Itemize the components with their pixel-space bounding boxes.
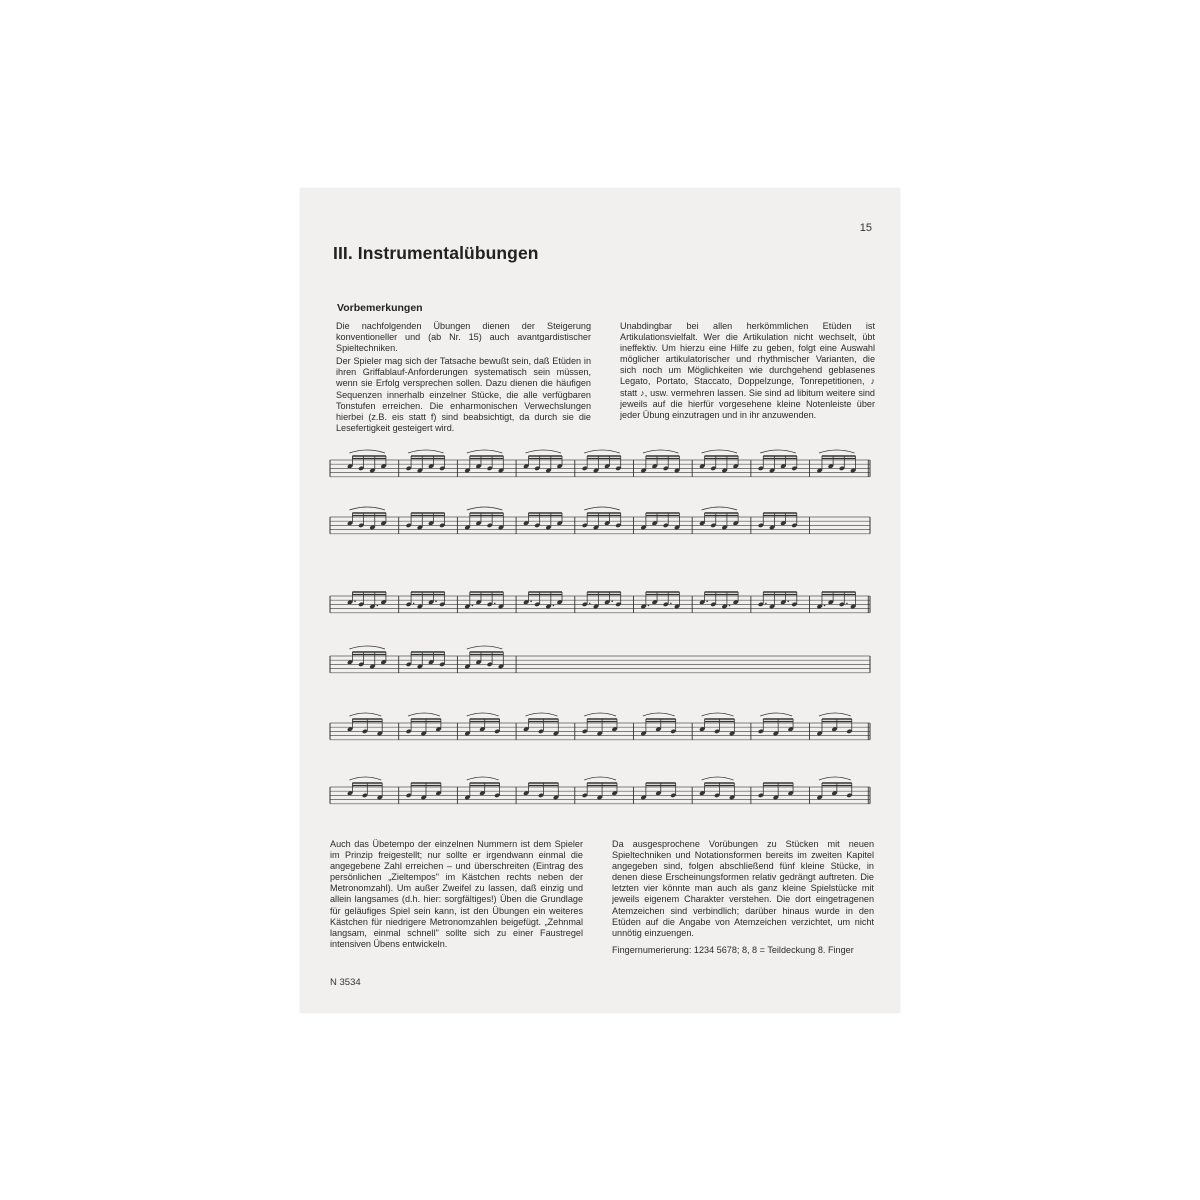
intro-right-column bbox=[620, 321, 875, 423]
note-dot bbox=[729, 605, 731, 607]
slur bbox=[819, 450, 855, 453]
note-dot bbox=[765, 603, 767, 605]
slur bbox=[467, 646, 503, 649]
fingering-note bbox=[612, 945, 874, 956]
slur bbox=[643, 713, 675, 716]
staff-notation-1 bbox=[330, 454, 870, 494]
slur bbox=[819, 777, 851, 780]
slur bbox=[702, 777, 734, 780]
fingering-meaning: = Teildeckung 8. Finger bbox=[759, 944, 854, 955]
note-dot bbox=[494, 603, 496, 605]
staff-notation-2 bbox=[330, 511, 870, 551]
slur bbox=[525, 713, 557, 716]
page-number: 15 bbox=[859, 222, 872, 234]
score-page bbox=[300, 188, 900, 1013]
music-staff-1 bbox=[330, 454, 870, 494]
intro-left-paragraph-1: Die nachfolgenden Übungen dienen der Steigerung konventioneller und (ab Nr. 15) auch avantgardistischer Spieltechniken. bbox=[336, 321, 591, 354]
note-dot bbox=[670, 603, 672, 605]
slur bbox=[643, 450, 679, 453]
slur bbox=[819, 713, 851, 716]
slur bbox=[702, 507, 738, 510]
slur bbox=[584, 450, 620, 453]
slur bbox=[467, 713, 499, 716]
note-dot bbox=[589, 603, 591, 605]
note-dot bbox=[377, 605, 379, 607]
note-dot bbox=[413, 603, 415, 605]
fingering-label: Fingernumerierung: bbox=[612, 944, 692, 955]
note-dot bbox=[824, 605, 826, 607]
note-dot bbox=[648, 605, 650, 607]
slur bbox=[408, 713, 440, 716]
slur bbox=[467, 507, 503, 510]
catalog-number: N 3534 bbox=[330, 977, 361, 988]
staff-notation-4 bbox=[330, 650, 870, 690]
note-dot bbox=[472, 605, 474, 607]
note-dot bbox=[611, 601, 613, 603]
outro-left-paragraph-1: Auch das Übetempo der einzelnen Nummern ist dem Spieler im Prinzip freigestellt; nur sollte er irgendwann einmal die angegebene Zahl erreichen – und überschreiten (Eintrag des persönlichen „Zieltempos" im Kästchen rechts neben der Metronomzahl). Um außer Zweifel zu lassen, daß einzig und allein langsames (d.h. hier: sorgfältiges!) Üben die Grundlage für geläufiges Spiel sein kann, ist den Übungen ein weiteres Kästchen für niedrigere Metronomzahlen beigefügt. „Zehnmal langsam, einmal schnell" sollte sich zu einer Faustregel intensiven Übens entwickeln. bbox=[330, 839, 583, 949]
note-dot bbox=[787, 601, 789, 603]
staff-notation-3 bbox=[330, 590, 870, 630]
intro-left-column bbox=[336, 321, 591, 436]
staff-notation-6 bbox=[330, 781, 870, 821]
intro-left-paragraph-2: Der Spieler mag sich der Tatsache bewußt sein, daß Etüden in ihren Griffablauf-Anforderungen systematisch sein müssen, wenn sie Erfolg versprechen sollen. Dazu dienen die häufigen Sequenzen innerhalb einzelner Stücke, die alle verfügbaren Tonstufen erreichen. Die enharmonischen Verwechslungen hierbei (z.B. eis statt f) sind beabsichtigt, da durch sie die Lesefertigkeit gesteigert wird. bbox=[336, 356, 591, 433]
chapter-title: III. Instrumentalübungen bbox=[333, 243, 539, 263]
fingering-marks: 8, 8 bbox=[741, 944, 758, 955]
slur bbox=[349, 646, 385, 649]
slur bbox=[760, 450, 796, 453]
section-subtitle: Vorbemerkungen bbox=[337, 302, 423, 314]
note-dot bbox=[530, 601, 532, 603]
music-staff-2 bbox=[330, 511, 870, 551]
slur bbox=[525, 450, 561, 453]
slur bbox=[702, 713, 734, 716]
slur bbox=[467, 777, 499, 780]
note-dot bbox=[435, 601, 437, 603]
outro-left-column bbox=[330, 839, 583, 952]
slur bbox=[467, 450, 503, 453]
note-dot bbox=[846, 603, 848, 605]
slur bbox=[349, 777, 381, 780]
music-staff-3 bbox=[330, 590, 870, 630]
slur bbox=[349, 507, 385, 510]
slur bbox=[584, 507, 620, 510]
note-dot bbox=[553, 605, 555, 607]
outro-right-paragraph-1: Da ausgesprochene Vorübungen zu Stücken mit neuen Spieltechniken und Notationsformen bereits im zweiten Kapitel angegeben sind, folgen abschließend fünf kleine Stücke, in denen diese Erscheinungsformen relativ gedrängt auftreten. Die letzten vier könnte man auch als ganz kleine Spielstücke mit jeweils eigenem Charakter verstehen. Die dort eingetragenen Atemzeichen sind verbindlich; darüber hinaus wurde in den Etüden auf die Angabe von Atemzeichen verzichtet, um nicht unnötig einzuengen. bbox=[612, 839, 874, 938]
outro-right-column bbox=[612, 839, 874, 958]
slur bbox=[349, 450, 385, 453]
music-staff-4 bbox=[330, 650, 870, 690]
staff-notation-5 bbox=[330, 717, 870, 757]
intro-right-paragraph-1: Unabdingbar bei allen herkömmlichen Etüden ist Artikulationsvielfalt. Wer die Artikulation nicht wechselt, übt ineffektiv. Um hierzu eine Hilfe zu geben, folgt eine Auswahl möglicher artikulatorischer und rhythmischer Varianten, die sich noch um Möglichkeiten wie durchgehend geblasenes Legato, Portato, Staccato, Doppelzunge, Tonrepetitionen, ♪ statt ♪, usw. vermehren lassen. Sie sind ad libitum weitere sind jeweils auf die hierfür vorgesehene kleine Notenleiste über jeder Übung einzutragen und in ihr anzuwenden. bbox=[620, 321, 875, 420]
slur bbox=[760, 713, 792, 716]
slur bbox=[702, 450, 738, 453]
slur bbox=[408, 450, 444, 453]
fingering-value: 1234 5678; bbox=[693, 944, 740, 955]
music-staff-5 bbox=[330, 717, 870, 757]
slur bbox=[584, 713, 616, 716]
note-dot bbox=[706, 601, 708, 603]
slur bbox=[584, 777, 616, 780]
slur bbox=[349, 713, 381, 716]
music-staff-6 bbox=[330, 781, 870, 821]
note-dot bbox=[354, 601, 356, 603]
